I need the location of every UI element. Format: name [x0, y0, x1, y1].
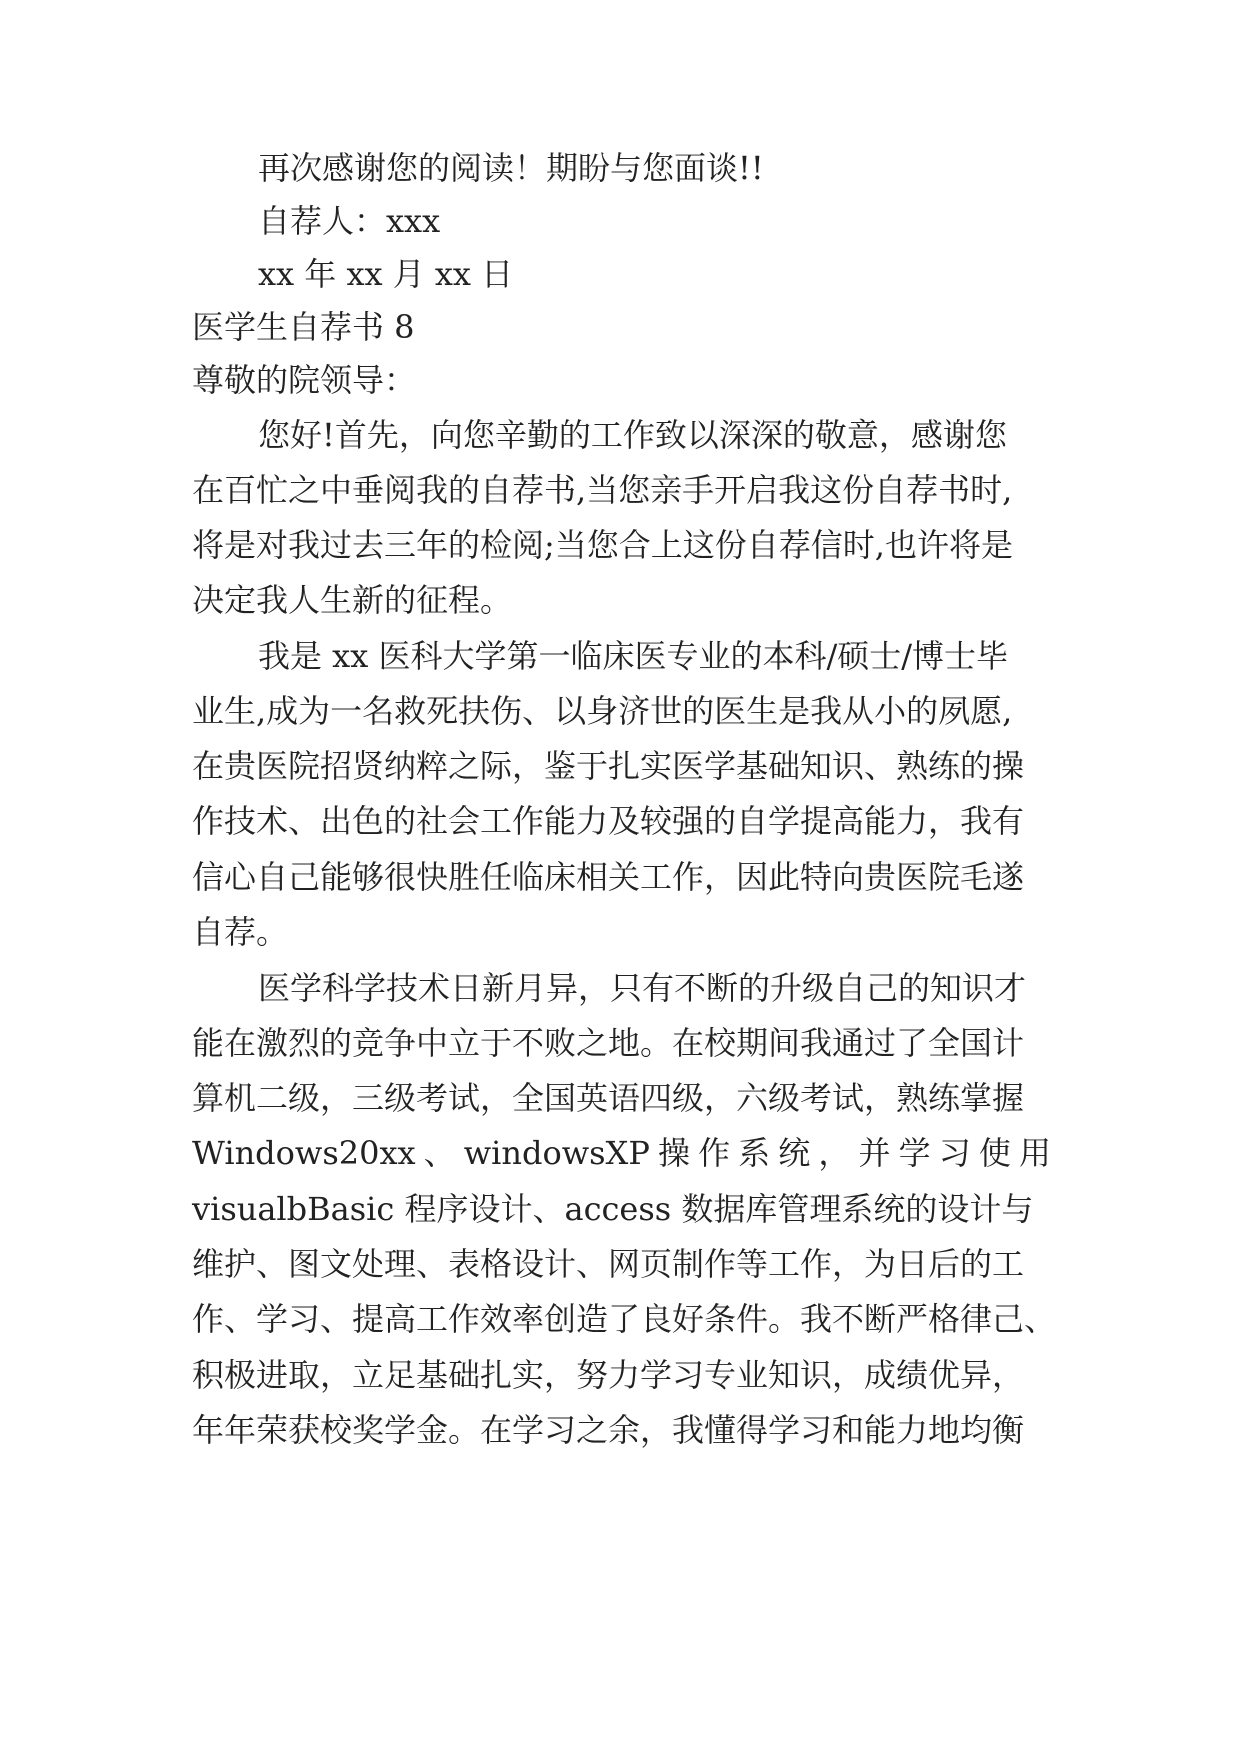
p3-line-4-word: 使 [978, 1134, 1011, 1172]
p2-line-5: 信心自己能够很快胜任临床相关工作，因此特向贵医院毛遂 [192, 858, 1025, 896]
p3-line-2: 能在激烈的竞争中立于不败之地。在校期间我通过了全国计 [192, 1024, 1025, 1062]
closing-date: xx 年 xx 月 xx 日 [258, 255, 514, 293]
p3-line-4 [192, 1133, 1051, 1173]
p3-line-4-word: 学 [898, 1134, 931, 1172]
p3-line-4-word: 习 [938, 1134, 971, 1172]
p1-line-1: 您好!首先，向您辛勤的工作致以深深的敬意，感谢您 [258, 416, 1007, 454]
p3-line-9: 年年荣获校奖学金。在学习之余，我懂得学习和能力地均衡 [192, 1411, 1025, 1449]
p2-line-6: 自荐。 [192, 913, 289, 951]
p3-line-4-word: 统 [778, 1134, 811, 1172]
p3-line-1: 医学科学技术日新月异，只有不断的升级自己的知识才 [258, 969, 1027, 1007]
closing-thanks: 再次感谢您的阅读！期盼与您面谈!! [258, 149, 764, 187]
letter-title: 医学生自荐书 8 [192, 308, 415, 346]
p1-line-3: 将是对我过去三年的检阅;当您合上这份自荐信时,也许将是 [192, 526, 1013, 564]
p1-line-2: 在百忙之中垂阅我的自荐书,当您亲手开启我这份自荐书时, [192, 471, 1013, 509]
p3-line-4-word: 作 [698, 1134, 731, 1172]
p3-line-7: 作、学习、提高工作效率创造了良好条件。我不断严格律己、 [192, 1300, 1057, 1338]
p3-line-6: 维护、图文处理、表格设计、网页制作等工作，为日后的工 [192, 1245, 1025, 1283]
p3-line-4-word: 用 [1018, 1134, 1051, 1172]
salutation: 尊敬的院领导： [192, 361, 417, 399]
p1-line-4: 决定我人生新的征程。 [192, 581, 513, 619]
p3-line-8: 积极进取，立足基础扎实，努力学习专业知识，成绩优异， [192, 1356, 1025, 1394]
p3-line-4-word: 系 [738, 1134, 771, 1172]
p2-line-3: 在贵医院招贤纳粹之际，鉴于扎实医学基础知识、熟练的操 [192, 747, 1025, 785]
p3-line-4-word: windowsXP [463, 1134, 650, 1172]
p2-line-2: 业生,成为一名救死扶伤、以身济世的医生是我从小的夙愿, [192, 692, 1013, 730]
p2-line-1: 我是 xx 医科大学第一临床医专业的本科/硕士/博士毕 [258, 637, 1009, 675]
p3-line-4-word: ， [818, 1134, 851, 1172]
p3-line-4-word: 、 [423, 1134, 456, 1172]
p2-line-4: 作技术、出色的社会工作能力及较强的自学提高能力，我有 [192, 802, 1025, 840]
p3-line-4-word: 并 [858, 1134, 891, 1172]
p3-line-4-word: Windows20xx [192, 1134, 416, 1172]
closing-signer: 自荐人：xxx [258, 202, 441, 240]
p3-line-5: visualbBasic 程序设计、access 数据库管理系统的设计与 [192, 1190, 1034, 1228]
p3-line-3: 算机二级，三级考试，全国英语四级，六级考试，熟练掌握 [192, 1079, 1025, 1117]
p3-line-4-word: 操 [657, 1134, 690, 1172]
